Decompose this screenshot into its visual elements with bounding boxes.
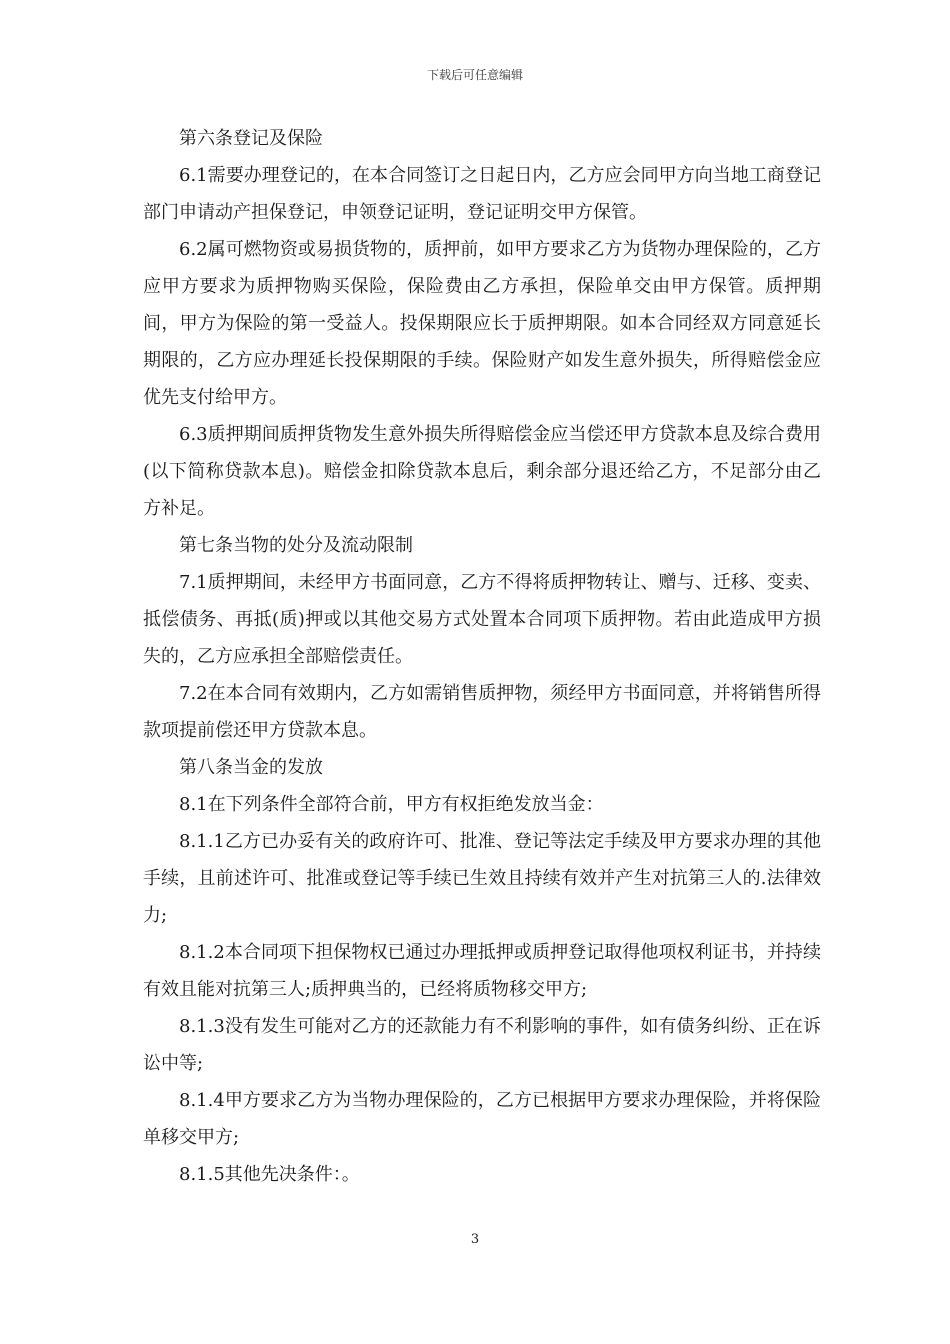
clause-6-3: 6.3质押期间质押货物发生意外损失所得赔偿金应当偿还甲方贷款本息及综合费用(以下简称贷款本息)。赔偿金扣除贷款本息后，剩余部分退还给乙方，不足部分由乙方补足。: [143, 424, 821, 519]
clause-7-2: 7.2在本合同有效期内，乙方如需销售质押物，须经甲方书面同意，并将销售所得款项提前偿还甲方贷款本息。: [143, 683, 821, 741]
clause-8-1-2: 8.1.2本合同项下担保物权已通过办理抵押或质押登记取得他项权利证书，并持续有效且能对抗第三人;质押典当的，已经将质物移交甲方;: [143, 942, 821, 1000]
section-heading-7: 第七条当物的处分及流动限制: [179, 535, 413, 556]
clause-6-1: 6.1需要办理登记的，在本合同签订之日起日内，乙方应会同甲方向当地工商登记部门申请动产担保登记，申领登记证明，登记证明交甲方保管。: [143, 165, 821, 223]
page-header: 下载后可任意编辑: [426, 68, 523, 82]
clause-8-1-4: 8.1.4甲方要求乙方为当物办理保险的，乙方已根据甲方要求办理保险，并将保险单移交甲方;: [143, 1090, 821, 1148]
clause-8-1: 8.1在下列条件全部符合前，甲方有权拒绝发放当金：: [179, 794, 604, 815]
section-heading-8: 第八条当金的发放: [179, 757, 323, 778]
page-number: 3: [470, 1232, 480, 1247]
clause-6-2: 6.2属可燃物资或易损货物的，质押前，如甲方要求乙方为货物办理保险的，乙方应甲方要求为质押物购买保险，保险费由乙方承担，保险单交由甲方保管。质押期间，甲方为保险的第一受益人。投保期限应长于质押期限。如本合同经双方同意延长期限的，乙方应办理延长投保期限的手续。保险财产如发生意外损失，所得赔偿金应优先支付给甲方。: [143, 239, 821, 408]
section-heading-6: 第六条登记及保险: [179, 128, 323, 149]
document-body: [143, 120, 821, 1193]
clause-8-1-1: 8.1.1乙方已办妥有关的政府许可、批准、登记等法定手续及甲方要求办理的其他手续，且前述许可、批准或登记等手续已生效且持续有效并产生对抗第三人的.法律效力;: [143, 831, 821, 926]
clause-8-1-5: 8.1.5其他先决条件：。: [179, 1164, 360, 1185]
clause-8-1-3: 8.1.3没有发生可能对乙方的还款能力有不利影响的事件，如有债务纠纷、正在诉讼中等;: [143, 1016, 821, 1074]
clause-7-1: 7.1质押期间，未经甲方书面同意，乙方不得将质押物转让、赠与、迁移、变卖、抵偿债务、再抵(质)押或以其他交易方式处置本合同项下质押物。若由此造成甲方损失的，乙方应承担全部赔偿责任。: [143, 572, 821, 667]
